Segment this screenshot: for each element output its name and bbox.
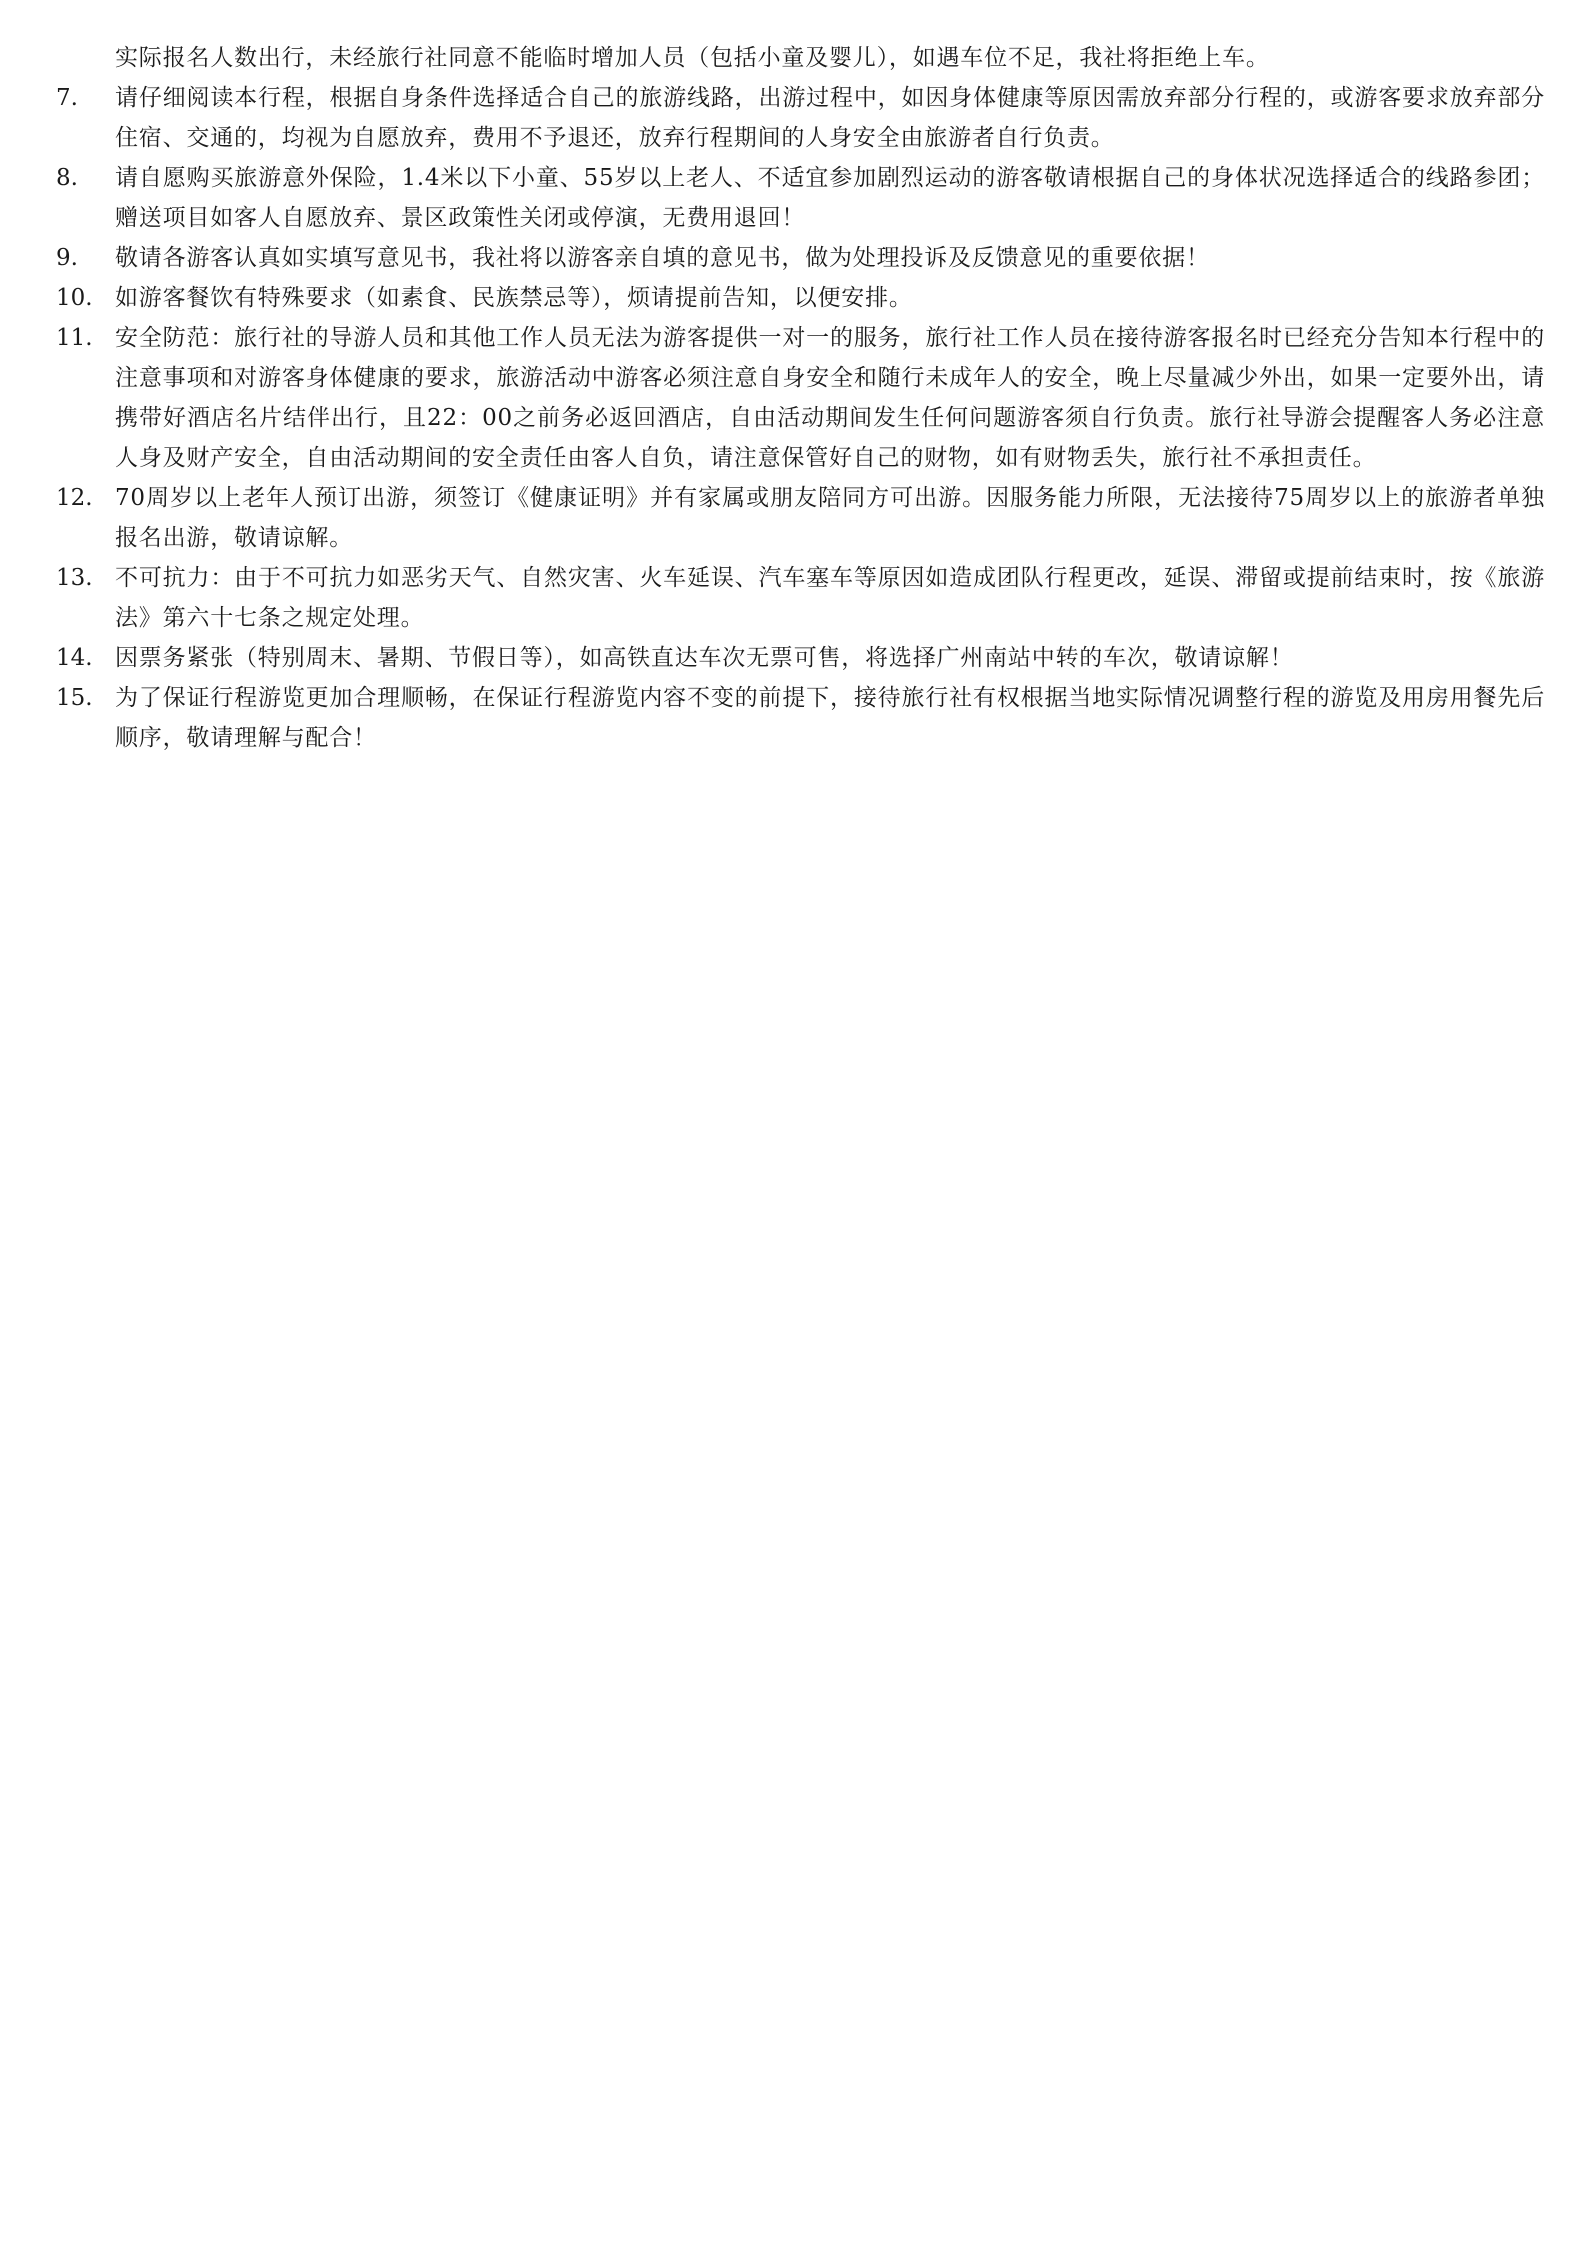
list-item	[0, 558, 1588, 638]
item-number: 8.	[56, 165, 78, 191]
item-text: 请仔细阅读本行程，根据自身条件选择适合自己的旅游线路，出游过程中，如因身体健康等原因需放弃部分行程的，或游客要求放弃部分住宿、交通的，均视为自愿放弃，费用不予退还，放弃行程期间的人身安全由旅游者自行负责。	[115, 85, 1545, 151]
item-number: 7.	[56, 85, 78, 111]
item-number: 14.	[56, 645, 93, 671]
list-item	[0, 158, 1588, 238]
item-text: 如游客餐饮有特殊要求（如素食、民族禁忌等），烦请提前告知，以便安排。	[115, 285, 913, 311]
list-item	[0, 278, 1588, 318]
item-text: 70周岁以上老年人预订出游，须签订《健康证明》并有家属或朋友陪同方可出游。因服务能力所限，无法接待75周岁以上的旅游者单独报名出游，敬请谅解。	[115, 485, 1545, 551]
item-text: 安全防范：旅行社的导游人员和其他工作人员无法为游客提供一对一的服务，旅行社工作人员在接待游客报名时已经充分告知本行程中的注意事项和对游客身体健康的要求，旅游活动中游客必须注意自身安全和随行未成年人的安全，晚上尽量减少外出，如果一定要外出，请携带好酒店名片结伴出行，且22：00之前务必返回酒店，自由活动期间发生任何问题游客须自行负责。旅行社导游会提醒客人务必注意人身及财产安全，自由活动期间的安全责任由客人自负，请注意保管好自己的财物，如有财物丢失，旅行社不承担责任。	[115, 325, 1545, 471]
continuation-text: 实际报名人数出行，未经旅行社同意不能临时增加人员（包括小童及婴儿），如遇车位不足，我社将拒绝上车。	[115, 45, 1270, 71]
list-item	[0, 638, 1588, 678]
item-number: 9.	[56, 245, 78, 271]
item-number: 15.	[56, 685, 93, 711]
list-item	[0, 78, 1588, 158]
item-text: 请自愿购买旅游意外保险，1.4米以下小童、55岁以上老人、不适宜参加剧烈运动的游客敬请根据自己的身体状况选择适合的线路参团；赠送项目如客人自愿放弃、景区政策性关闭或停演，无费用退回！	[115, 165, 1545, 231]
item-number: 10.	[56, 285, 93, 311]
list-item	[0, 238, 1588, 278]
notes-list	[0, 38, 1588, 758]
list-item	[0, 678, 1588, 758]
item-text: 敬请各游客认真如实填写意见书，我社将以游客亲自填的意见书，做为处理投诉及反馈意见的重要依据！	[115, 245, 1210, 271]
item-number: 11.	[56, 325, 93, 351]
list-item	[0, 478, 1588, 558]
item-text: 不可抗力：由于不可抗力如恶劣天气、自然灾害、火车延误、汽车塞车等原因如造成团队行程更改，延误、滞留或提前结束时，按《旅游法》第六十七条之规定处理。	[115, 565, 1545, 631]
item-text: 因票务紧张（特别周末、暑期、节假日等），如高铁直达车次无票可售，将选择广州南站中转的车次，敬请谅解！	[115, 645, 1294, 671]
item-text: 为了保证行程游览更加合理顺畅，在保证行程游览内容不变的前提下，接待旅行社有权根据当地实际情况调整行程的游览及用房用餐先后顺序，敬请理解与配合！	[115, 685, 1545, 751]
list-item-continued	[0, 38, 1588, 78]
item-number: 13.	[56, 565, 93, 591]
list-item	[0, 318, 1588, 478]
item-number: 12.	[56, 485, 93, 511]
